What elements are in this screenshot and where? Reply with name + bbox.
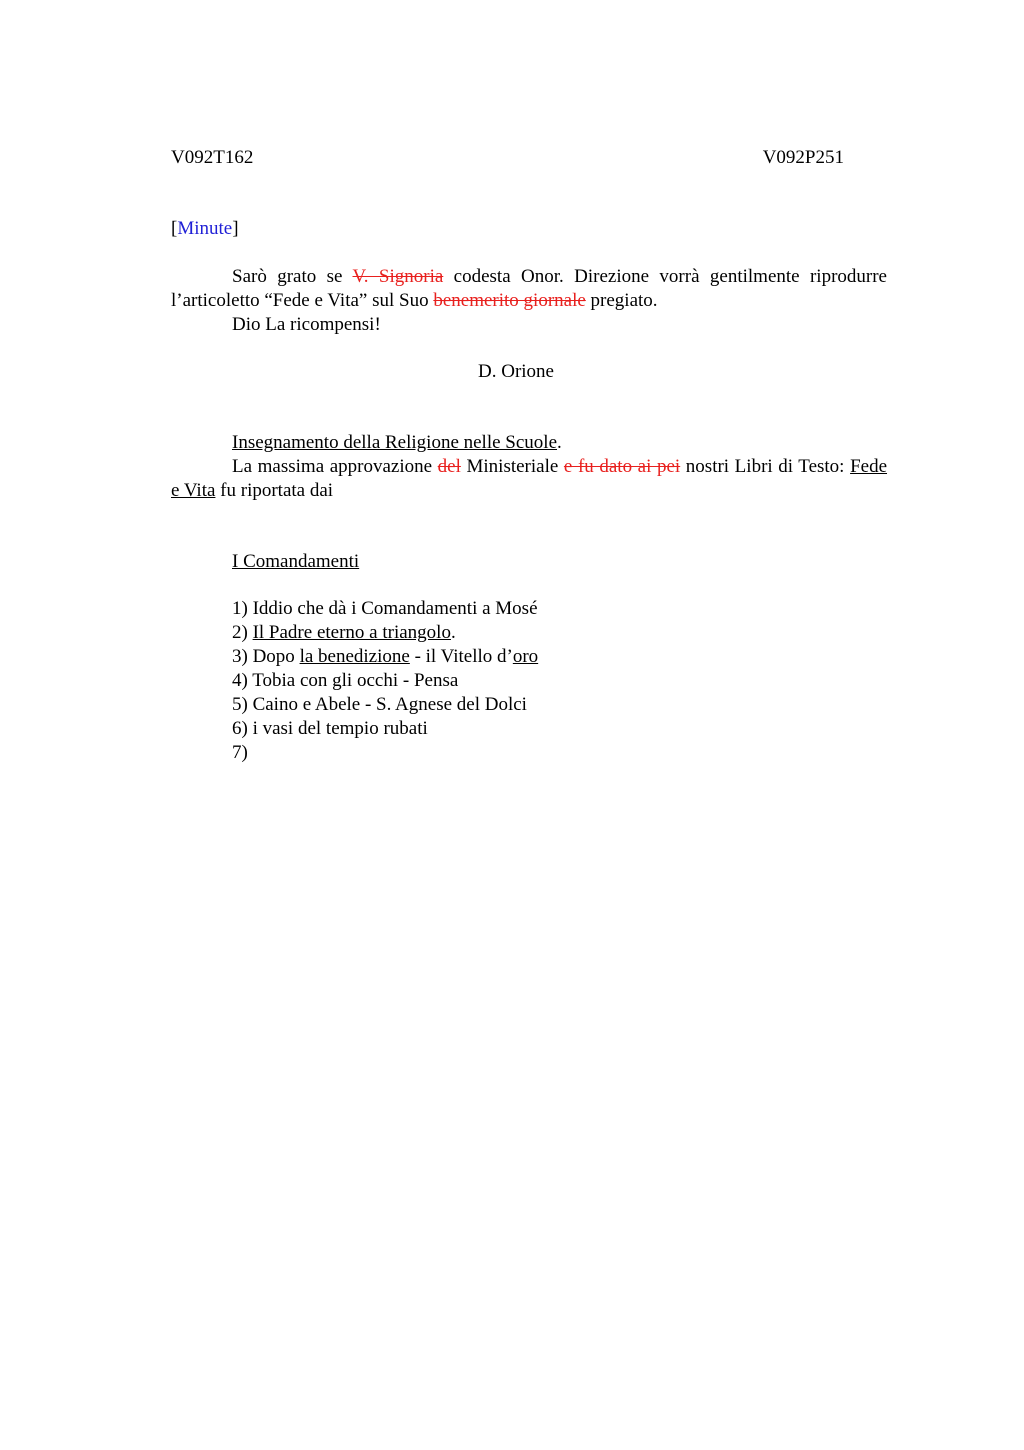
letter-paragraph-1	[171, 265, 887, 313]
list-item: 6) i vasi del tempio rubati	[232, 718, 428, 739]
document-header	[171, 146, 844, 170]
commandments-title	[171, 550, 887, 574]
list-item: 5) Caino e Abele - S. Agnese del Dolci	[232, 694, 527, 715]
minute-text: Minute	[177, 218, 233, 239]
deleted-text: e fu dato ai pei	[563, 456, 681, 477]
section-text: La massima approvazione	[232, 456, 438, 477]
minute-bracket-close: ]	[232, 218, 239, 239]
letter-body	[171, 265, 887, 337]
section-title-text: Insegnamento della Religione nelle Scuole	[232, 432, 558, 453]
list-item-text: 2)	[232, 622, 253, 643]
commandments-title-text: I Comandamenti	[232, 551, 360, 572]
section-text: nostri Libri di Testo:	[680, 456, 851, 477]
minute-bracket-open: [	[171, 218, 178, 239]
deleted-text: V. Signoria	[352, 266, 444, 287]
list-item	[171, 621, 887, 645]
letter-text: Sarò grato se	[232, 266, 353, 287]
list-item-text: - il Vitello d’	[409, 646, 513, 667]
minute-label	[171, 217, 239, 241]
letter-paragraph-2: Dio La ricompensi!	[232, 314, 381, 335]
section-text: Ministeriale	[460, 456, 564, 477]
deleted-text: del	[437, 456, 461, 477]
section-religion	[171, 431, 887, 503]
deleted-text: benemerito giornale	[433, 290, 586, 311]
letter-text: codesta Onor. Direzione vorrà gentilmente riprodurre l’articoletto “Fede e Vita” sul Suo	[171, 266, 887, 311]
section-text: fu riportata dai	[215, 480, 334, 501]
list-item-text: 3) Dopo	[232, 646, 300, 667]
list-item: 1) Iddio che dà i Comandamenti a Mosé	[232, 598, 538, 619]
header-right-code: V092P251	[762, 147, 844, 168]
list-item-text: .	[450, 622, 456, 643]
underlined-text: oro	[512, 646, 539, 667]
section-title-end: .	[557, 432, 562, 453]
commandments-section	[171, 550, 887, 574]
list-item: 4) Tobia con gli occhi - Pensa	[232, 670, 459, 691]
list-item: 7)	[232, 742, 248, 763]
underlined-text: Il Padre eterno a triangolo	[252, 622, 451, 643]
section-paragraph	[171, 455, 887, 503]
list-item	[171, 645, 887, 669]
commandments-list	[171, 597, 887, 765]
section-title	[171, 431, 887, 455]
letter-text: pregiato.	[585, 290, 658, 311]
underlined-title: Fede e Vita	[171, 456, 888, 501]
underlined-text: la benedizione	[299, 646, 410, 667]
header-left-code: V092T162	[171, 147, 254, 168]
signature: D. Orione	[478, 361, 554, 382]
